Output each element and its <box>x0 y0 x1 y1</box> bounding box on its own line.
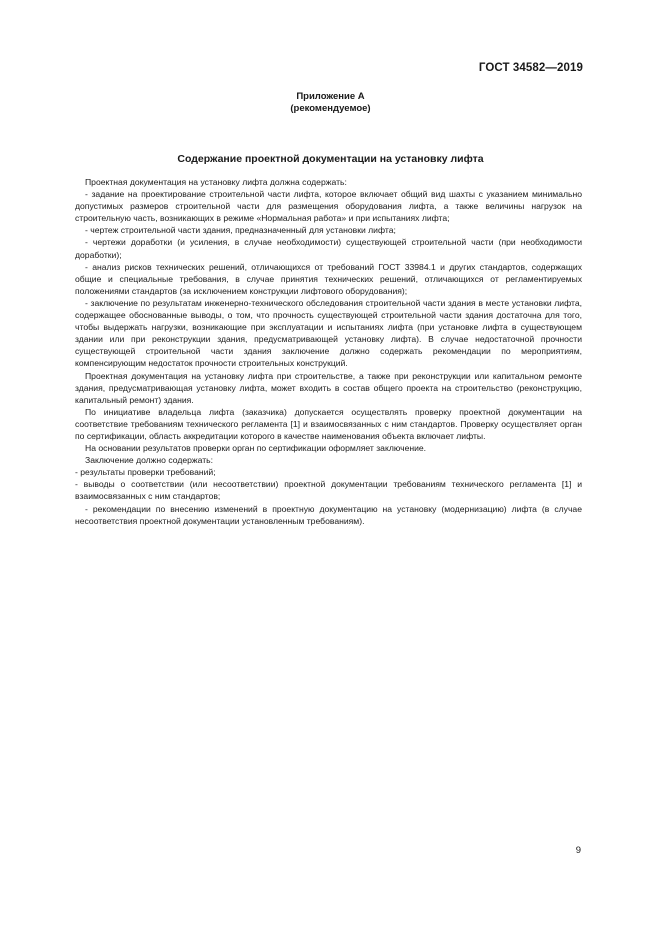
list-item: - задание на проектирование строительной части лифта, которое включает общий вид шахты с указанием минимально допустимых размеров строительной части для размещения оборудования лифта, а также величины нагрузок на строительную часть, возникающих в режиме «Нормальная работа» и при испытаниях лифта; <box>75 189 582 224</box>
list-item: - чертежи доработки (и усиления, в случае необходимости) существующей строительной части (при необходимости доработки); <box>75 237 582 260</box>
annex-label: Приложение А <box>296 91 365 102</box>
paragraph: По инициативе владельца лифта (заказчика) допускается осуществлять проверку проектной документации на соответствие требованиям технического регламента [1] и взаимосвязанных с ним стандартов. Проверку осуществляет орган по сертификации, область аккредитации которого в качестве наименования объекта включает лифты. <box>75 406 582 441</box>
page-number: 9 <box>575 845 581 856</box>
list-item: - рекомендации по внесению изменений в проектную документацию на установку (модернизацию) лифта (в случае несоответствия проектной документации установленным требованиям). <box>75 503 582 526</box>
paragraph: Проектная документация на установку лифта при строительстве, а также при реконструкции или капитальном ремонте здания, предусматривающая установку лифта, может входить в состав общего проекта на строительство (реконструкцию, капитальный ремонт) здания. <box>75 370 582 405</box>
annex-heading <box>0 91 661 115</box>
list-item: - анализ рисков технических решений, отличающихся от требований ГОСТ 33984.1 и других стандартов, содержащих общие и специальные требования, в случае принятия технических решений, отличающихся от регламентируемых положениями стандартов (за исключением конструкции лифтового оборудования); <box>75 261 582 296</box>
section-title: Содержание проектной документации на установку лифта <box>177 153 484 165</box>
list-item: - заключение по результатам инженерно-технического обследования строительной части здания в месте установки лифта, содержащее обоснованные выводы, о том, что прочность существующей строительной части здания достаточна для того, чтобы выдержать нагрузки, возникающие при эксплуатации и испытаниях лифта (при установке лифта в существующем здании или при реконструкции здания, предусматривающей установку лифта). В случае недостаточной прочности существующей строительной части здания заключение должно содержать рекомендации по мероприятиям, компенсирующим недостаток прочности строительных конструкций. <box>75 297 582 369</box>
document-code: ГОСТ 34582—2019 <box>478 62 583 74</box>
document-body <box>75 176 582 527</box>
paragraph: На основании результатов проверки орган по сертификации оформляет заключение. <box>85 443 427 454</box>
paragraph: Проектная документация на установку лифта должна содержать: <box>85 177 347 187</box>
list-item: - выводы о соответствии (или несоответствии) проектной документации требованиям технического регламента [1] и взаимосвязанных с ним стандартов; <box>75 479 582 502</box>
paragraph: Заключение должно содержать: <box>85 455 214 466</box>
annex-status: (рекомендуемое) <box>290 103 371 114</box>
list-item: - чертеж строительной части здания, предназначенный для установки лифта; <box>85 225 396 236</box>
list-item: - результаты проверки требований; <box>75 467 216 478</box>
